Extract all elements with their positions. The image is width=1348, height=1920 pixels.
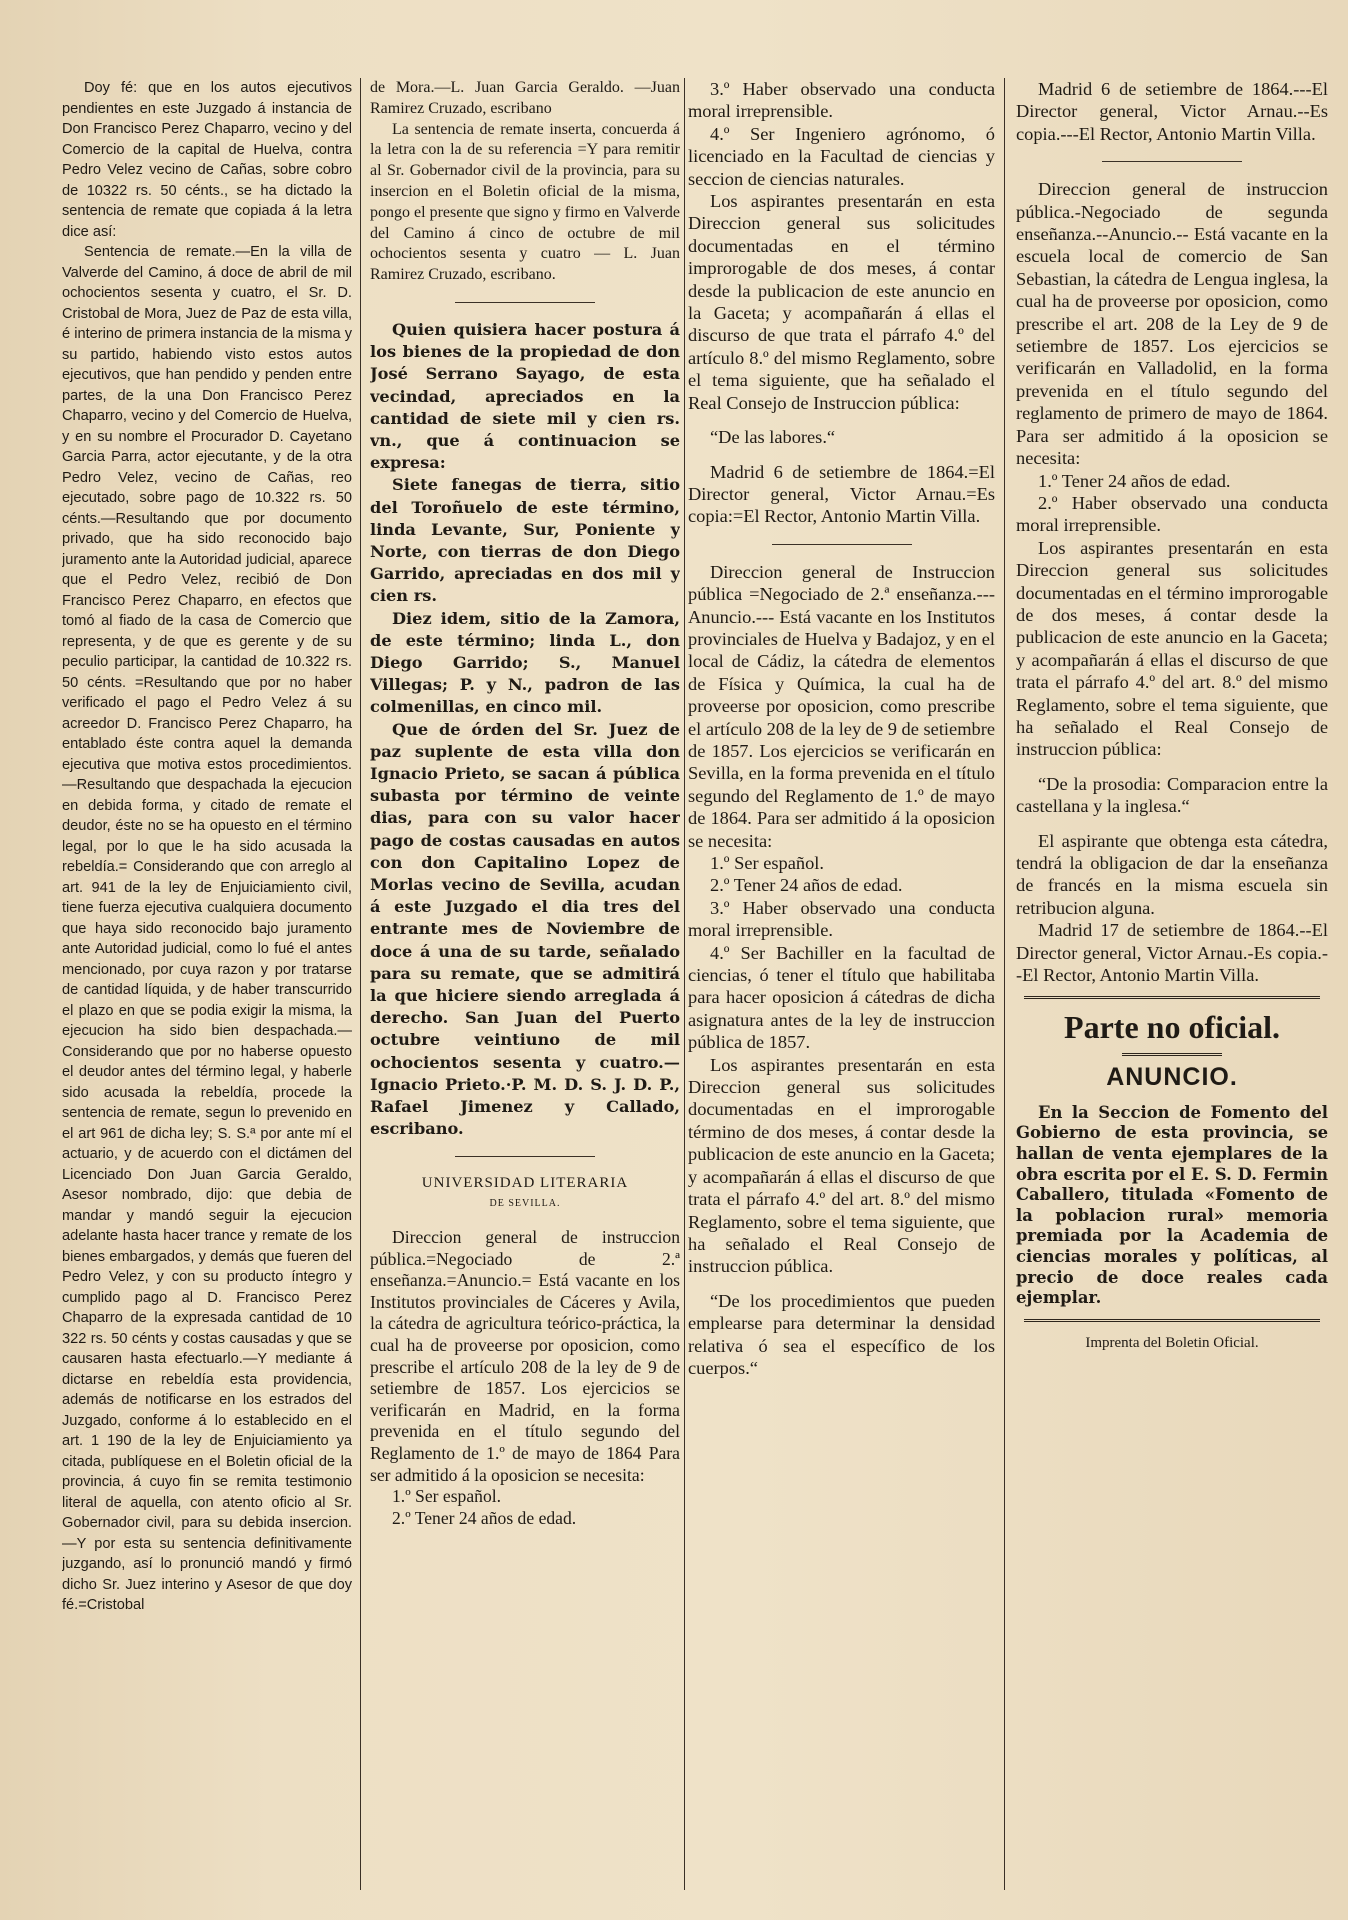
requirement-item: 4.º Ser Bachiller en la facultad de ciencias, ó tener el título que habilitaba para hacer oposicion á cátedras de dicha asignatura antes de la ley de instruccion pública de 1857. — [688, 942, 995, 1053]
section-divider — [1102, 161, 1242, 162]
requirement-item: 3.º Haber observado una conducta moral irreprensible. — [688, 897, 995, 941]
aspirants-paragraph: Los aspirantes presentarán en esta Direccion general sus solicitudes documentadas en el término improrogable de dos meses, á contar desde la publicacion de este anuncio en la Gaceta; y acompañarán á ellas el discurso de que trata el párrafo 4.º del artículo 8.º del mismo Reglamento, sobre el tema siguiente, que ha señalado el Real Consejo de Instruccion pública: — [688, 191, 995, 413]
column-2 — [370, 78, 680, 1900]
requirement-item: 2.º Tener 24 años de edad. — [392, 1507, 577, 1528]
auction-terms: Que de órden del Sr. Juez de paz suplente de esta villa don Ignacio Prieto, se sacan á pública subasta por término de veinte dias, para con su valor hacer pago de costas causadas en autos con don Capitalino Lopez de Morlas vecino de Sevilla, acudan á este Juzgado el dia tres del entrante mes de Noviembre de doce á una de su tarde, señalado para su remate, que se admitirá la que hiciere siendo arreglada á derecho. San Juan del Puerto octubre veintiuno de mil ochocientos sesenta y cuatro.—Ignacio Prieto.·P. M. D. S. J. D. P., Rafael Jimenez y Callado, escribano. — [370, 719, 680, 1139]
sentencia-paragraph: Sentencia de remate.—En la villa de Valverde del Camino, á doce de abril de mil ochocientos sesenta y cuatro, el Sr. D. Cristobal de Mora, Juez de Paz de esta villa, é interino de primera instancia de la misma y su partido, habiendo visto estos autos ejecutivos, que han pendido y penden entre partes, de la una Don Francisco Perez Chaparro, vecino y del Comercio de Huelva, y en su nombre el Procurador D. Cayetano Garcia Parra, actor ejecutante, y de la otra Pedro Velez, vecino de Cañas, reo ejecutado, sobre pago de 10.322 rs. 50 cénts.—Resultando que por documento privado, que ha sido reconocido bajo juramento ante la Autoridad judicial, aparece que el Pedro Velez, recibió de Don Francisco Perez Chaparro, en efectos que tomó al fiado de la casa de Comercio que representa, y de que es gerente y de su peculio participar, la cantidad de 10.322 rs. 50 cénts. =Resultando que por no haber verificado el pago el Pedro Velez á su acreedor D. Francisco Perez Chaparro, ha entablado éste contra aquel la demanda ejecutiva que motiva estos procedimientos.—Resultando que despachada la ejecucion en debida forma, y citado de remate el deudor, éste no se ha opuesto en el término legal, por lo que le ha sido acusada la rebeldía.= Considerando que con arreglo al art. 941 de la ley de Enjuiciamiento civil, tiene fuerza ejecutiva cualquiera documento que haya sido reconocido bajo juramento ante Autoridad judicial, como lo fué el antes mencionado, por cuya razon y por tratarse de cantidad líquida, y de haber transcurrido el plazo en que se podia exigir la misma, la ejecucion ha sido bien despachada.—Considerando que por no haberse opuesto el deudor antes del término legal, y haberle sido acusada la rebeldía, procede la sentencia de remate, segun lo prevenido en el art 961 de dicha ley; S. S.ª por ante mí el actuario, y de acuerdo con el dictámen del Licenciado Don Juan Garcia Geraldo, Asesor nombrado, dijo: que debia de mandar y mandó seguir la ejecucion adelante hasta hacer trance y remate de los bienes embargados, y demás que fueren del Pedro Velez, y con su producto íntegro y cumplido pago al D. Francisco Perez Chaparro de la expresada cantidad de 10 322 rs. 50 cénts y costas causadas y que se causaren hasta efectuarlo.—Y mediante á dictarse en rebeldía esta providencia, además de notificarse en los estrados del Juzgado, conforme á lo establecido en el art. 1 190 de la ley de Enjuiciamiento ya citada, publíquese en el Boletin oficial de la provincia, á cuyo fin se remita testimonio literal de aquella, con atento oficio al Sr. Gobernador civil, para su debida insercion.—Y por esta su sentencia definitivamente juzgando, así lo pronunció mandó y firmó dicho Sr. Juez interino y Asesor de que doy fé.=Cristobal — [62, 244, 352, 1613]
announcement-lengua-inglesa: Direccion general de instruccion pública.-Negociado de segunda enseñanza.--Anuncio.-- Está vacante en la escuela local de comercio de San Sebastian, la cátedra de Lengua inglesa, la cual ha de proveerse por oposicion, como prescribe el art. 208 de la Ley de 9 de setiembre de 1857. Los ejercicios se verificarán en Valladolid, en la forma prevenida en el título segundo del reglamento de primero de mayo de 1864. Para ser admitido á la oposicion se necesita: — [1016, 179, 1328, 469]
column-divider — [684, 78, 685, 1890]
double-rule — [1024, 996, 1320, 999]
tema-labores: “De las labores.“ — [710, 427, 836, 448]
university-heading: UNIVERSIDAD LITERARIA — [421, 1175, 629, 1192]
column-divider — [360, 78, 361, 1890]
double-rule — [1024, 1319, 1320, 1322]
requirement-item: 1.º Ser español. — [710, 853, 824, 873]
requirement-item: 2.º Tener 24 años de edad. — [710, 875, 903, 896]
signature-continuation: de Mora.—L. Juan Garcia Geraldo. —Juan Ramirez Cruzado, escribano — [370, 79, 680, 117]
section-divider — [455, 302, 595, 303]
section-divider — [455, 1156, 595, 1157]
requirement-item: 1.º Ser español. — [392, 1486, 502, 1507]
column-1 — [62, 78, 352, 1900]
announcement-agricultura: Direccion general de instruccion pública.=Negociado de 2.ª enseñanza.=Anuncio.= Está vacante en los Institutos provinciales de Cáceres y Avila, la cátedra de agricultura teórico-práctica, la cual ha de proveerse por oposicion, como prescribe el artículo 208 de la ley de 9 de setiembre de 1857. Los ejercicios se verificarán en Madrid, en la forma prevenida en el título segundo del Reglamento de 1.º de mayo de 1864 Para ser admitido á la oposicion se necesita: — [370, 1227, 680, 1485]
auction-intro: Quien quisiera hacer postura á los bienes de la propiedad de don José Serrano Sayago, de esta vecindad, apreciados en la cantidad de siete mil y cien rs. vn., que á continuacion se expresa: — [370, 319, 680, 473]
aspirants-paragraph: Los aspirantes presentarán en esta Direccion general sus solicitudes documentadas en el improrogable término de dos meses, á contar desde la publicacion de este anuncio en la Gaceta; y acompañarán á ellas el discurso de que trata el párrafo 4.º del art. 8.º del mismo Reglamento, sobre el tema siguiente, que ha señalado el Real Consejo de instruccion pública. — [688, 1054, 995, 1277]
signature-block: Madrid 17 de setiembre de 1864.--El Director general, Victor Arnau.-Es copia.--El Rector, Antonio Martin Villa. — [1016, 920, 1328, 986]
signature-block: Madrid 6 de setiembre de 1864.---El Director general, Victor Arnau.--Es copia.---El Rector, Antonio Martin Villa. — [1016, 79, 1328, 144]
anuncio-heading: ANUNCIO. — [1106, 1063, 1238, 1092]
requirement-item: 1.º Tener 24 años de edad. — [1038, 470, 1231, 491]
announcement-fisica-quimica: Direccion general de Instruccion pública =Negociado de 2.ª enseñanza.---Anuncio.--- Está vacante en los Institutos provinciales de Huelva y Badajoz, y en el local de Cádiz, la cátedra de elementos de Física y Química, la cual ha de proveerse por oposicion, como prescribe el artículo 208 de la ley de 9 de setiembre de 1857. Los ejercicios se verificarán en Sevilla, en la forma prevenida en el título segundo del Reglamento de 1.º de mayo de 1864. Para ser admitido á la oposicion se necesita: — [688, 561, 995, 851]
section-heading-parte-no-oficial: Parte no oficial. — [1064, 1009, 1280, 1046]
column-divider — [1004, 78, 1005, 1890]
tema-densidad: “De los procedimientos que pueden emplearse para determinar la densidad relativa ó sea el específico de los cuerpos.“ — [688, 1290, 995, 1378]
certification-paragraph: Doy fé: que en los autos ejecutivos pendientes en este Juzgado á instancia de Don Francisco Perez Chaparro, vecino y del Comercio de la capital de Huelva, contra Pedro Velez vecino de Cañas, sobre cobro de 10322 rs. 50 cénts., se ha dictado la sentencia de remate que copiada á la letra dice así: — [62, 80, 352, 240]
auction-lot-2: Diez idem, sitio de la Zamora, de este término; linda L., don Diego Garrido; S., Manuel Villegas; P. y N., padron de las colmenillas, en cinco mil. — [370, 608, 680, 717]
requirement-item: 3.º Haber observado una conducta moral irreprensible. — [688, 79, 995, 122]
requirement-item: 2.º Haber observado una conducta moral irreprensible. — [1016, 492, 1328, 536]
section-divider — [772, 544, 912, 545]
aspirants-paragraph: Los aspirantes presentarán en esta Direccion general sus solicitudes documentadas en el término improrogable de dos meses, á contar desde la publicacion de este anuncio en la Gaceta; y acompañarán á ellas el discurso de que trata el párrafo 4.º del art. 8.º del mismo Reglamento, sobre el tema siguiente, que ha señalado el Real Consejo de instruccion pública: — [1016, 537, 1328, 760]
tema-prosodia: “De la prosodia: Comparacion entre la castellana y la inglesa.“ — [1016, 773, 1328, 817]
column-4 — [1016, 78, 1328, 1900]
short-rule — [1122, 1053, 1222, 1056]
printer-imprint: Imprenta del Boletin Oficial. — [1085, 1334, 1259, 1351]
signature-block: Madrid 6 de setiembre de 1864.=El Director general, Victor Arnau.=Es copia:=El Rector, Antonio Martin Villa. — [688, 461, 995, 527]
obligation-paragraph: El aspirante que obtenga esta cátedra, tendrá la obligacion de dar la enseñanza de francés en la misma escuela sin retribucion alguna. — [1016, 830, 1328, 918]
requirement-item: 4.º Ser Ingeniero agrónomo, ó licenciado en la Facultad de ciencias y seccion de ciencias naturales. — [688, 123, 995, 189]
column-3 — [688, 78, 995, 1900]
fomento-announcement: En la Seccion de Fomento del Gobierno de esta provincia, se hallan de venta ejemplares de la obra escrita por el E. S. D. Fermin Caballero, titulada «Fomento de la poblacion rural» memoria premiada por la Academia de ciencias morales y políticas, al precio de doce reales cada ejemplar. — [1016, 1102, 1328, 1308]
concordance-paragraph: La sentencia de remate inserta, concuerda á la letra con la de su referencia =Y para remitir al Sr. Gobernador civil de la provincia, para su insercion en el Boletin oficial de la misma, pongo el presente que signo y firmo en Valverde del Camino á cinco de octubre de mil ochocientos sesenta y cuatro — L. Juan Ramirez Cruzado, escribano. — [370, 120, 680, 284]
auction-lot-1: Siete fanegas de tierra, sitio del Toroñuelo de este término, linda Levante, Sur, Poniente y Norte, con tierras de don Diego Garrido, apreciadas en dos mil y cien rs. — [370, 475, 680, 606]
university-subheading: DE SEVILLA. — [489, 1198, 561, 1210]
